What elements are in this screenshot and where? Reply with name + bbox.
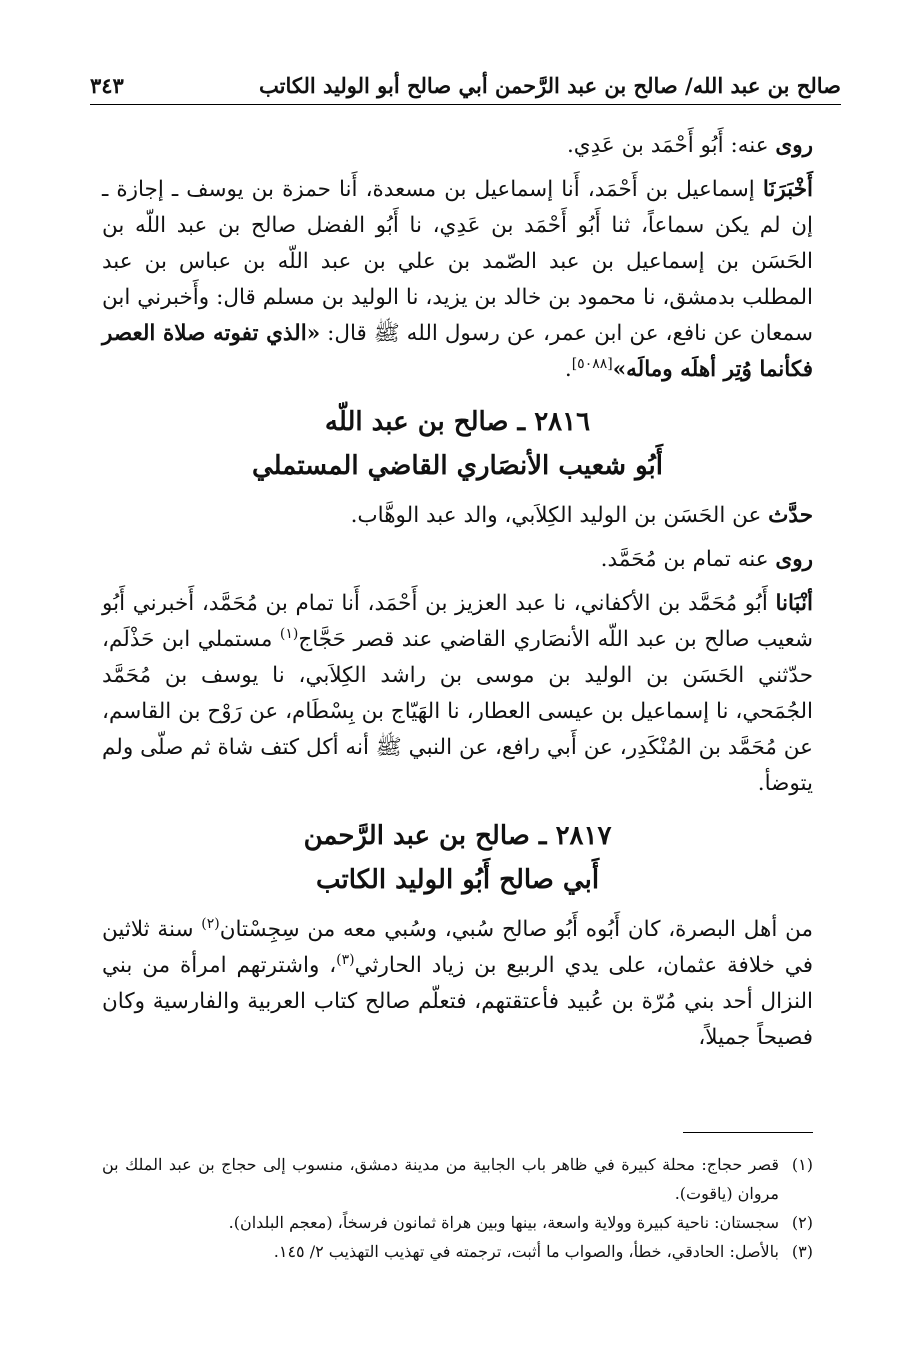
- main-text: [102, 128, 813, 1064]
- footnote-number: (٣): [791, 1242, 813, 1261]
- biography-paragraph: [102, 912, 813, 1056]
- keyword: روى: [775, 133, 813, 158]
- footnote: [102, 1237, 813, 1266]
- footnote-text: سجستان: ناحية كبيرة وولاية واسعة، بينها وبين هراة ثمانون فرسخاً، (معجم البلدان).: [228, 1213, 779, 1232]
- isnad-paragraph: [102, 172, 813, 388]
- footnote-text: بالأصل: الحادقي، خطأ، والصواب ما أثبت، ترجمته في تهذيب التهذيب ٢/ ١٤٥.: [273, 1242, 779, 1261]
- footnote-marker: (٣): [336, 951, 355, 968]
- paragraph-text: ، واشترتهم امرأة من بني النزال أحد بني مُرّة بن عُبيد فأعتقتهم، فتعلّم صالح كتاب العربية والفارسية وكان فصيحاً جميلاً،: [102, 953, 813, 1050]
- keyword: حدَّث: [768, 503, 813, 528]
- entry-subtitle: أَبُو شعيب الأنصَاري القاضي المستملي: [252, 451, 663, 481]
- footnote-number: (١): [791, 1155, 813, 1174]
- footnote: [102, 1150, 813, 1208]
- keyword: روى: [775, 547, 813, 572]
- footnote-number: (٢): [791, 1213, 813, 1232]
- paragraph-text: إسماعيل بن أَحْمَد، أَنا إسماعيل بن مسعدة، أَنا حمزة بن يوسف ـ إجازة ـ إن لم يكن سماعاً، ثنا أَبُو أَحْمَد بن عَدِي، نا أَبُو الفضل صالح بن عبد اللّه بن الحَسَن بن إسماعيل بن عبد الصّمد بن علي بن عبد اللّه بن عباس بن عبد المطلب بدمشق، نا محمود بن خالد بن يزيد، نا الوليد بن مسلم قال: وأَخبرني ابن سمعان عن نافع، عن ابن عمر، عن رسول الله ﷺ قال:: [102, 177, 813, 346]
- footnote-marker: (١): [279, 625, 299, 642]
- footnotes: [102, 1150, 813, 1266]
- entry-heading-2817: [102, 814, 813, 902]
- paragraph-text: سنة ثلاثين في خلافة عثمان، على يدي الربيع بن زياد الحارثي: [102, 917, 813, 978]
- hadath-paragraph: [102, 498, 813, 534]
- hadith-number: [٥٠٨٨]: [571, 355, 613, 372]
- running-title: صالح بن عبد الله/ صالح بن عبد الرَّحمن أبي صالح أبو الوليد الكاتب: [258, 73, 841, 98]
- paragraph-end: .: [564, 357, 572, 382]
- paragraph-text: عن الحَسَن بن الوليد الكِلاَبي، والد عبد الوهَّاب.: [350, 503, 762, 528]
- paragraph-text: عنه تمام بن مُحَمَّد.: [600, 547, 769, 572]
- footnote: [102, 1208, 813, 1237]
- riwaya-paragraph: [102, 542, 813, 578]
- entry-title: ٢٨١٧ ـ صالح بن عبد الرَّحمن: [303, 821, 612, 851]
- paragraph-text: مستملي ابن حَذْلَم، حدّثني الحَسَن بن الوليد بن موسى بن راشد الكِلاَبي، نا يوسف بن مُحَمَّد الجُمَحي، نا إسماعيل بن عيسى العطار، نا الهَيّاج بن بِسْطَام، عن رَوْح بن القاسم، عن مُحَمَّد بن المُنْكَدِر، عن أَبي رافع، عن النبي ﷺ أنه أكل كتف شاة ثم صلّى ولم يتوضأ.: [102, 627, 813, 796]
- paragraph-text: عنه: أَبُو أَحْمَد بن عَدِي.: [566, 133, 769, 158]
- page-number: ٣٤٣: [90, 73, 124, 98]
- keyword: أَخْبَرَنَا: [762, 177, 813, 202]
- footnote-divider: [683, 1132, 813, 1133]
- hadith-text: «الذي تفوته صلاة العصر فكأنما وُتِر أهلَه ومالَه»: [102, 321, 813, 382]
- entry-title: ٢٨١٦ ـ صالح بن عبد اللّه: [324, 407, 591, 437]
- footnote-text: قصر حجاج: محلة كبيرة في ظاهر باب الجابية من مدينة دمشق، منسوب إلى حجاج بن عبد الملك بن مروان (ياقوت).: [102, 1155, 779, 1203]
- keyword: أنْبَانا: [775, 591, 813, 616]
- entry-subtitle: أَبي صالح أَبُو الوليد الكاتب: [315, 865, 600, 895]
- isnad-paragraph: [102, 586, 813, 802]
- footnote-marker: (٢): [201, 915, 220, 932]
- entry-heading-2816: [102, 400, 813, 488]
- riwaya-paragraph: [102, 128, 813, 164]
- paragraph-text: أَبُو مُحَمَّد بن الأكفاني، نا عبد العزيز بن أَحْمَد، أَنا تمام بن مُحَمَّد، أَخبرني أَبُو شعيب صالح بن عبد اللّه الأنصَاري القاضي عند قصر حَجَّاج: [102, 591, 813, 652]
- running-header: [90, 62, 841, 105]
- paragraph-text: من أهل البصرة، كان أَبُوه أَبُو صالح سُبي، وسُبي معه من سِجِسْتان: [219, 917, 813, 942]
